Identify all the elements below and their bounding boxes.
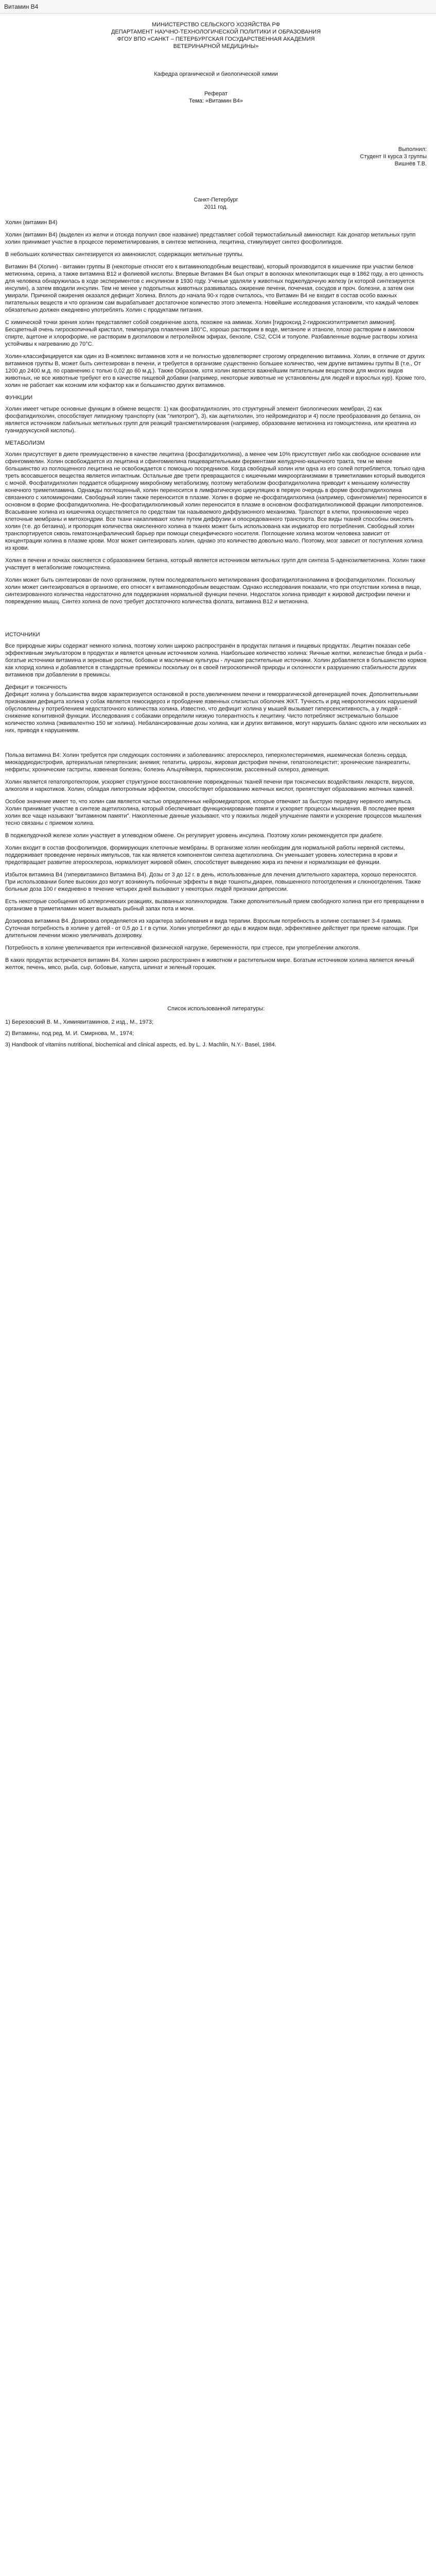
city: Санкт-Петербург — [194, 197, 238, 203]
reference-item: 3) Handbook of vitamins nutritional, biochemical and clinical aspects, ed. by L. J. Machlin, N.Y.- Basel, 1984. — [5, 1042, 276, 1048]
section-heading-deficiency: Дефицит и токсичность — [5, 684, 67, 690]
paragraph: Дозировка витамина В4. Дозировка определяется из характера заболевания и вида терапии. Взрослым потребность в холине составляет 3-4 грамма. Суточная потребность в холине у детей - от 0,5 до 1 г в сутки. Холин употребляют до еды в жидком виде, эффективнее действует при приеме натощак. При длительном лечении можно увеличивать дозировку. — [5, 918, 418, 939]
paragraph: Холин присутствует в диете преимущественно в качестве лецитина (фосфатидилхолина), а менее чем 10% присутствует либо как свободное основание или сфингомиелин. Холин освобождается из лецитина и сфингомиелина пищеварительными ферментами желудочно-кишечного тракта, тем не менее большинство из поглощенного лецитина не освобождается с помощью посредников. Когда свободный холин или одна из его солей потребляется, только одна треть всосавшегося вещества является интактным. Остальные две трети превращаются с кишечными микроорганизмами в триметиламин который выводится с мочой. Фосфатидилхолин поддается общирному микробному метаболизму, поэтому метаболизм фосфатидилхолина приводит к меньшему количеству конечного триметиламина. Однажды поглощенный, холин переносится в лимфатическую циркуляцию в первую очередь в форме фосфатидилхолина связанного с хиломикронами. Свободный холин также переносится в плазме. Холин в форме не-фосфатидилхолина (например, сфингомиелин) переносится в основном в форме фосфатидилхолина. Не-фосфатидилхолиновый холин переносится в плазме в основном фосфатидилхолиновой фракции липопротеинов. Всасывание холина из кишечника осуществляется по средствам так называемого диффузионного механизма. Транспорт в клетки, проникновение через клеточные мембраны и митохондрии. Все ткани накапливают холин путем диффузии и опосредованного транспорта. Все виды тканей способны окислять холин (т.е. до бетаина), и пропорция количества окисленного холина в тканях может быть использована как индикатор его потребления. Свободный холин транспортируется сквозь гематоэнцефалический барьер при помощи специфического носителя. Поглощение холина мозгом человека зависит от концентрации холина в плазме крови. Мозг может синтезировать холин, однако это количество довольно мало. Поэтому, мозг зависит от поступления холина из крови. — [5, 451, 427, 551]
paragraph: В поджелудочной железе холин участвует в углеводном обмене. Он регулирует уровень инсулина. Поэтому холин рекомендуется при диабете. — [5, 833, 383, 839]
reference-item: 2) Витамины, под ред. М. И. Смирнова, М., 1974; — [5, 1030, 134, 1037]
work-topic: Тема: «Витамин В4» — [188, 98, 243, 104]
paragraph: Все природные жиры содержат немного холина, поэтому холин широко распространён в продуктах питания и пищевых продуктах. Лецитин показан себе эффективным эмульгатором в продуктах и является ценным источником холина. Наибольшее количество холина: Яичные желтки, железистые блюда и рыба - богатые источники витамина и зерновые ростки, бобовые и масличные культуры - лучшие растительные источники. Холин добавляется в большинство кормов как хлорид холина и добавляется в стандартные премиксы поскольку он в своей гигроскопичной природы и склонности к разрушению стабильности других витаминов при добавлении в премиксы. — [5, 643, 427, 678]
paragraph: Есть некоторые сообщения об аллергических реакциях, вызванных холинхлоридом. Также дополнительный прием свободного холина при его превращении в организме в триметиламин может вызывать рыбный запах пота и мочи. — [5, 899, 424, 912]
paragraph: Дефицит холина у большинства видов характеризуется остановкой в росте,увеличением печени и геморрагической дегенерацией почек. Дополнительными признаками дефицита холина у собак является гемосидероз и прободение язвенных слизистых оболочек ЖКТ. Тучность и ряд неврологических нарушений обусловлены у потреблением недостаточного количества холина. Известно, что дефицит холина у мышей вызывает гиперсенситивность, а у людей - снижение когнитивной функции. Исследования с собаками определили низкую толерантность к лецитину. Чисто потребляют экстремально большое количество холина (эквивалентно 150 мг холина). Небалансированные дозы холина, как и других витаминов, могут нарушить баланс одного или нескольких из них, приводя к нарушениям. — [5, 691, 426, 734]
paragraph: Холин имеет четыре основные функции в обмене веществ: 1) как фосфатидилхолин, это структурный элемент биологических мембран, 2) как фосфатидилхолин, способствует липидному транспорту (как "липотроп"), 3), как ацетилхолин, это нейромедиатор и 4) после преобразования до бетаина, он является источником лабильных метильных групп для реакций трансметилирования (например, образование метионина из гомоцистеина, или креатина из гуанидоуксусной кислоты). — [5, 406, 421, 434]
paragraph: Потребность в холине увеличивается при интенсивной физической нагрузке, беременности, при стрессе, при употреблении алкоголя. — [5, 945, 360, 951]
header-line: ДЕПАРТАМЕНТ НАУЧНО-ТЕХНОЛОГИЧЕСКОЙ ПОЛИТИКИ И ОБРАЗОВАНИЯ — [111, 29, 321, 35]
author-student: Студент II курса 3 группы — [360, 154, 427, 160]
paragraph: Холин входит в состав фосфолипидов, формирующих клеточные мембраны. В организме холин необходим для нормальной работы нервной системы, поддерживает проведение нервных импульсов, так как является компонентом синтеза ацетилхолина. Он уменьшает уровень холестерина в крови и предотвращает развитие атеросклероза, нормализует жировой обмен, способствует выведению жира из печени и нормализации её функции. — [5, 845, 405, 866]
institution-header — [5, 21, 427, 50]
section-heading-sources: ИСТОЧНИКИ — [5, 632, 40, 638]
paragraph: Польза витамина В4: Холин требуется при следующих состояниях и заболеваниях: атеросклероз, гиперхолестеринемия, ишемическая болезнь сердца, миокардиодистрофия, артериальная гипертензия; анемия; гепатиты, циррозы, жировая дистрофия печени, гепатохолецистит; хронические панкреатиты, нефриты; хронические гастриты, язвенная болезнь; болезнь Альцгеймера, паркинсонизм, рассеянный склероз, деменция. — [5, 752, 411, 773]
paragraph: Витамин В4 (Холин) - витамин группы В (некоторые относят его к витаминоподобным веществам), который производится в кишечнике при участии белков метионина, серина, а также витамина В12 и фолиевой кислоты. Впервые Витамин В4 был открыт в волокнах млекопитающих еще в 1862 году, а его ценность для человека обнаружилась в ходе экспериментов с инсулином в 1930 году. Ученые удаляли у животных поджелудочную железу (и которой синтезируется инсулин), а затем вводили инсулин. Тем не менее у подопытных животных развивалась ожирение печени, почечная, сосудов и проч. болезни, а затем они умирали. Причиной ожирения оказался дефицит Холина. Вплоть до начала 90-х годов считалось, что Витамин В4 не входит в состав особо важных питательных веществ и что организм сам вырабатывает достаточное количество этого элемента. Новейшие исследования установили, что каждый человек обязательно должен ежедневно употреблять Холин с продуктами питания. — [5, 264, 424, 313]
paragraph: В каких продуктах встречается витамин В4. Холин широко распространен в животном и растительном мире. Богатым источником холина является яичный желток, печень, мясо, рыба, сыр, бобовые, капуста, шпинат и зеленый горошек. — [5, 957, 414, 971]
paragraph: Холин-классифицируется как один из В-комплекс витаминов хотя и не полностью удовлетворяет строгому определению витамина. Холин, в отличие от других витаминов группы В, может быть синтезирован в печени, и требуется в организме существенно большее количество, чем другие витамины группы В (т.е., От 1200 до 2400 м.д. по сравнению с толью 0,02 до 60 м.д.). Также Образом, хотя холин является важнейшим питательным веществом для многих видов животных, не все животные требуют его в качестве пищевой добавки (например, некоторые животные не установлены для людей и взрослых кур). Кроме того, холин не работает как коэнзим или кофактор как и большинство других витаминов. — [5, 353, 426, 388]
window-title: Витамин B4 — [0, 0, 436, 14]
paragraph: С химической точки зрения холин представляет собой соединение азота, похожее на аммиак. Холин [гидроксид 2-гидроксиэтилтриметил аммония]. Бесцветный очень гигроскопичный кристалл, температура плавления 180°C, хорошо растворим в воде, метаноле и этаноле, плохо растворим в амиловом спирте, ацетоне и хлороформе, не растворим в диэтиловом и петролейном эфирах, бензоле, CS2, CCl4 и толуоле. Разбавленные водные растворы холина устойчивы к нагреванию до 70°С. — [5, 319, 417, 347]
author-label: Выполнил: — [398, 146, 427, 152]
department-name: Кафедра органической и биологической химии — [154, 71, 278, 77]
header-line: МИНИСТЕРСТВО СЕЛЬСКОГО ХОЗЯЙСТВА РФ — [152, 22, 280, 28]
section-heading-metabolism: МЕТАБОЛИЗМ — [5, 440, 45, 446]
references-title: Список использованной литературы: — [167, 1006, 265, 1012]
year: 2011 год. — [204, 204, 228, 210]
header-line: ВЕТЕРИНАРНОЙ МЕДИЦИНЫ» — [173, 43, 259, 49]
paragraph: Холин в печени и почках окисляется с образованием бетаина, который является источником метильных групп для синтеза S-аденозилметионина. Холин также участвует в метаболизме гомоцистеина. — [5, 557, 426, 571]
paragraph: В небольших количествах синтезируется из аминокислот, содержащих метильные группы. — [5, 251, 244, 258]
section-heading-functions: ФУНКЦИИ — [5, 395, 33, 401]
paragraph: Избыток витамина В4 (гипервитаминоз Витамина В4). Дозы от 3 до 12 г. в день, использованные для лечения длительного характера, хорошо переносятся. При использовании более высоких доз могут возникнуть побочные эффекты в виде тошноты,диареи, повышенного потоотделения и слюноотделения. Также больные доза 100 г ежедневно в течение четырех дней вызывают у некоторых людей признаки депрессии. — [5, 872, 421, 892]
author-name: Вишнёв Т.В. — [394, 161, 427, 167]
references-list — [5, 1019, 427, 1048]
paragraph: Холин является гепатопротектором, ускоряет структурное восстановление поврежденных тканей печени при токсических воздействиях лекарств, вирусов, алкоголя и наркотиков. Холин, обладая липотропным эффектом, способствует образованию желчных кислот, препятствует образованию желчных камней. — [5, 779, 415, 792]
work-type: Реферат — [204, 91, 228, 97]
paragraph: Холин (витамин В4) (выделен из желчи и отсюда получил свое название) представляет собой термостабильный аминоспирт. Как донатор метильных групп холин принимает участие в процессе переметилирования, в синтезе метионина, лецитина, стимулирует синтез фосфолипидов. — [5, 232, 416, 245]
paragraph: Холин может быть синтезирован de novo организмом, путем последовательного метилирования фосфатидилэтаноламина в фосфатидилхолин. Поскольку холин может синтезироваться в организме, его относят к витаминоподобным веществам. Однако исследования показали, что при отсутствии холина в пище, синтезированного количества недостаточно для поддержания нормальной функции печени. Недостаток холина приводит к жировой дистрофии печени и повреждению мышц. Синтез холина de novo требует достаточного количества фолата, витамина B12 и метионина. — [5, 577, 422, 605]
body-title: Холин (витамин B4) — [5, 219, 58, 226]
document-body — [0, 14, 436, 1048]
reference-item: 1) Березовский В. М., Химиявитаминов, 2 изд., М., 1973; — [5, 1019, 153, 1025]
header-line: ФГОУ ВПО «САНКТ – ПЕТЕРБУРГСКАЯ ГОСУДАРСТВЕННАЯ АКАДЕМИЯ — [117, 36, 315, 42]
paragraph: Особое значение имеет то, что холин сам является частью определенных нейромедиаторов, которые отвечают за быструю передачу нервного импульса. Холин принимает участие в синтезе ацетилхолина, который обеспечивает функционирование памяти и ускоряет процессы мышления. В последнее время холин все чаще называют "витамином памяти". Накопленные данные указывают, что у пожилых людей улучшение памяти и ускорение процессов мышления тесно связаны с приемом холина. — [5, 799, 422, 826]
